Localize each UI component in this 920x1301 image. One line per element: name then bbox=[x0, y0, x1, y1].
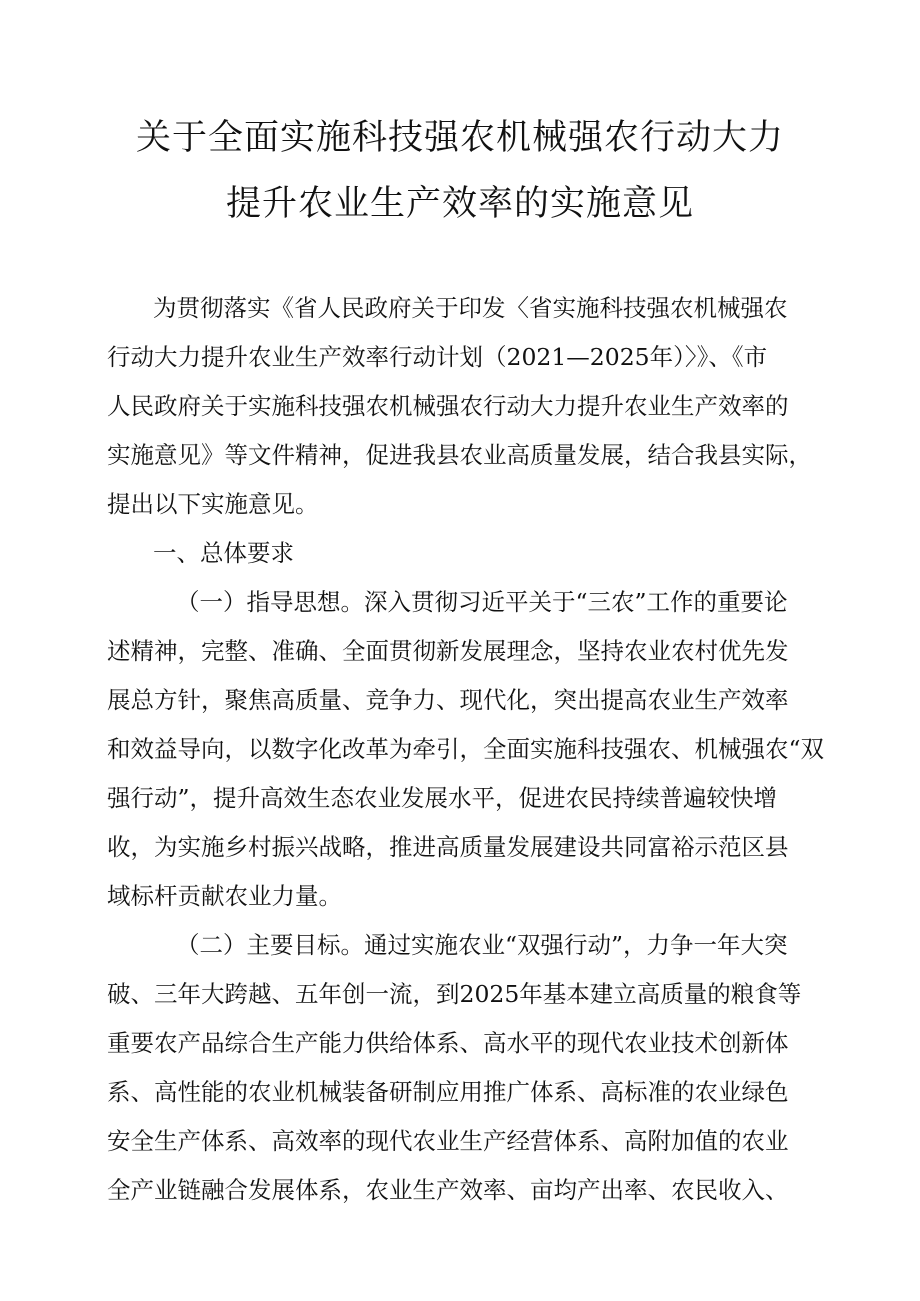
body-line: 安全生产体系、高效率的现代农业生产经营体系、高附加值的农业 bbox=[107, 1127, 789, 1155]
body-line: 破、三年大跨越、五年创一流，到2025年基本建立高质量的粮食等 bbox=[107, 980, 802, 1008]
body-line: （二）主要目标。通过实施农业“双强行动”，力争一年大突 bbox=[176, 931, 788, 959]
section-heading: 一、总体要求 bbox=[153, 539, 294, 567]
body-line: 系、高性能的农业机械装备研制应用推广体系、高标准的农业绿色 bbox=[107, 1078, 789, 1106]
document-title-line-1: 关于全面实施科技强农机械强农行动大力 bbox=[135, 118, 784, 158]
body-line: 收，为实施乡村振兴战略，推进高质量发展建设共同富裕示范区县 bbox=[107, 833, 789, 861]
body-line: 行动大力提升农业生产效率行动计划（2021—2025年）〉》、《市 bbox=[107, 343, 768, 371]
body-line: 人民政府关于实施科技强农机械强农行动大力提升农业生产效率的 bbox=[107, 392, 789, 420]
body-line: 全产业链融合发展体系，农业生产效率、亩均产出率、农民收入、 bbox=[107, 1176, 789, 1204]
body-line: 提出以下实施意见。 bbox=[107, 490, 319, 518]
body-line: （一）指导思想。深入贯彻习近平关于“三农”工作的重要论 bbox=[176, 588, 788, 616]
document-title-line-2: 提升农业生产效率的实施意见 bbox=[225, 184, 694, 224]
body-line: 重要农产品综合生产能力供给体系、高水平的现代农业技术创新体 bbox=[107, 1029, 789, 1057]
body-line: 述精神，完整、准确、全面贯彻新发展理念，坚持农业农村优先发 bbox=[107, 637, 789, 665]
body-line: 实施意见》等文件精神，促进我县农业高质量发展，结合我县实际， bbox=[107, 441, 812, 469]
body-line: 强行动”，提升高效生态农业发展水平，促进农民持续普遍较快增 bbox=[107, 784, 778, 812]
body-line: 展总方针，聚焦高质量、竞争力、现代化，突出提高农业生产效率 bbox=[107, 686, 789, 714]
body-line: 域标杆贡献农业力量。 bbox=[107, 882, 342, 910]
body-line: 和效益导向，以数字化改革为牵引，全面实施科技强农、机械强农“双 bbox=[107, 735, 825, 763]
body-line: 为贯彻落实《省人民政府关于印发〈省实施科技强农机械强农 bbox=[153, 294, 788, 322]
